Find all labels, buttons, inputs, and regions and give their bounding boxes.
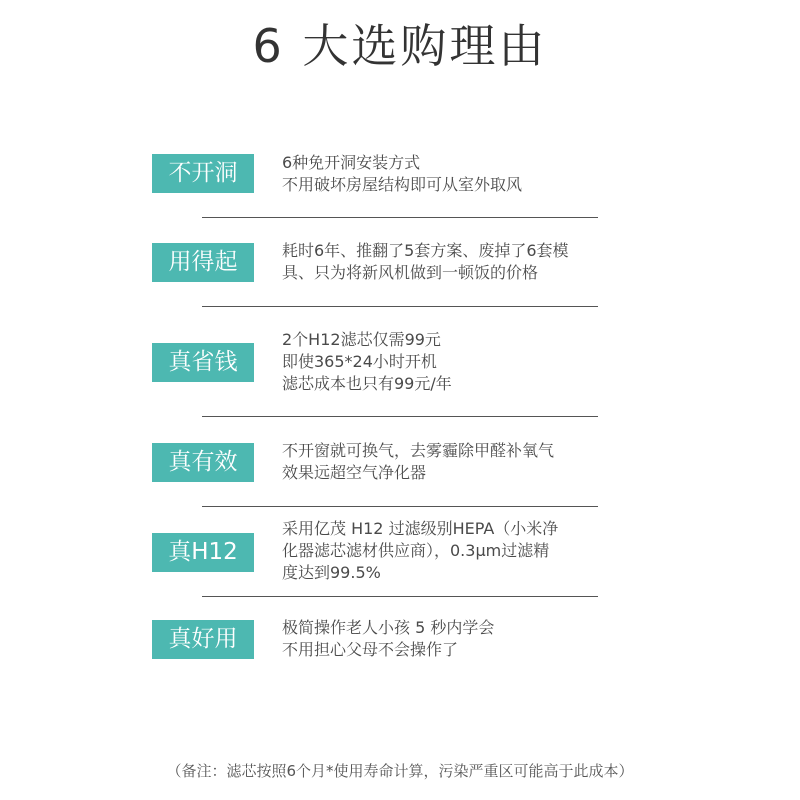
reason-description bbox=[282, 240, 622, 284]
reason-line: 度达到99.5% bbox=[282, 563, 381, 582]
reason-badge: 不开洞 bbox=[152, 154, 254, 193]
divider bbox=[202, 217, 598, 218]
reason-description bbox=[282, 518, 622, 584]
reason-line: 不用破坏房屋结构即可从室外取风 bbox=[282, 175, 523, 194]
reason-line: 滤芯成本也只有99元/年 bbox=[282, 374, 452, 393]
reason-line: 6种免开洞安装方式 bbox=[282, 153, 421, 172]
reason-line: 极简操作老人小孩 5 秒内学会 bbox=[282, 618, 495, 637]
divider bbox=[202, 596, 598, 597]
reason-badge: 真有效 bbox=[152, 443, 254, 482]
reason-line: 具、只为将新风机做到一顿饭的价格 bbox=[282, 263, 539, 282]
reason-badge: 用得起 bbox=[152, 243, 254, 282]
divider bbox=[202, 306, 598, 307]
reason-line: 2个H12滤芯仅需99元 bbox=[282, 330, 441, 349]
reason-description bbox=[282, 152, 622, 196]
reason-description bbox=[282, 329, 622, 395]
reason-line: 即使365*24小时开机 bbox=[282, 352, 437, 371]
reason-line: 不开窗就可换气，去雾霾除甲醛补氧气 bbox=[282, 441, 555, 460]
reason-line: 耗时6年、推翻了5套方案、废掉了6套模 bbox=[282, 241, 569, 260]
reason-line: 不用担心父母不会操作了 bbox=[282, 640, 459, 659]
reason-line: 采用亿茂 H12 过滤级别HEPA（小米净 bbox=[282, 519, 559, 538]
divider bbox=[202, 416, 598, 417]
reason-line: 化器滤芯滤材供应商），0.3μm过滤精 bbox=[282, 541, 550, 560]
reason-badge: 真好用 bbox=[152, 620, 254, 659]
reason-badge: 真H12 bbox=[152, 533, 254, 572]
reason-line: 效果远超空气净化器 bbox=[282, 463, 427, 482]
reason-description bbox=[282, 617, 622, 661]
footnote: （备注：滤芯按照6个月*使用寿命计算，污染严重区可能高于此成本） bbox=[166, 762, 634, 780]
page-title: 6 大选购理由 bbox=[252, 19, 548, 73]
reason-description bbox=[282, 440, 622, 484]
divider bbox=[202, 506, 598, 507]
reason-badge: 真省钱 bbox=[152, 343, 254, 382]
